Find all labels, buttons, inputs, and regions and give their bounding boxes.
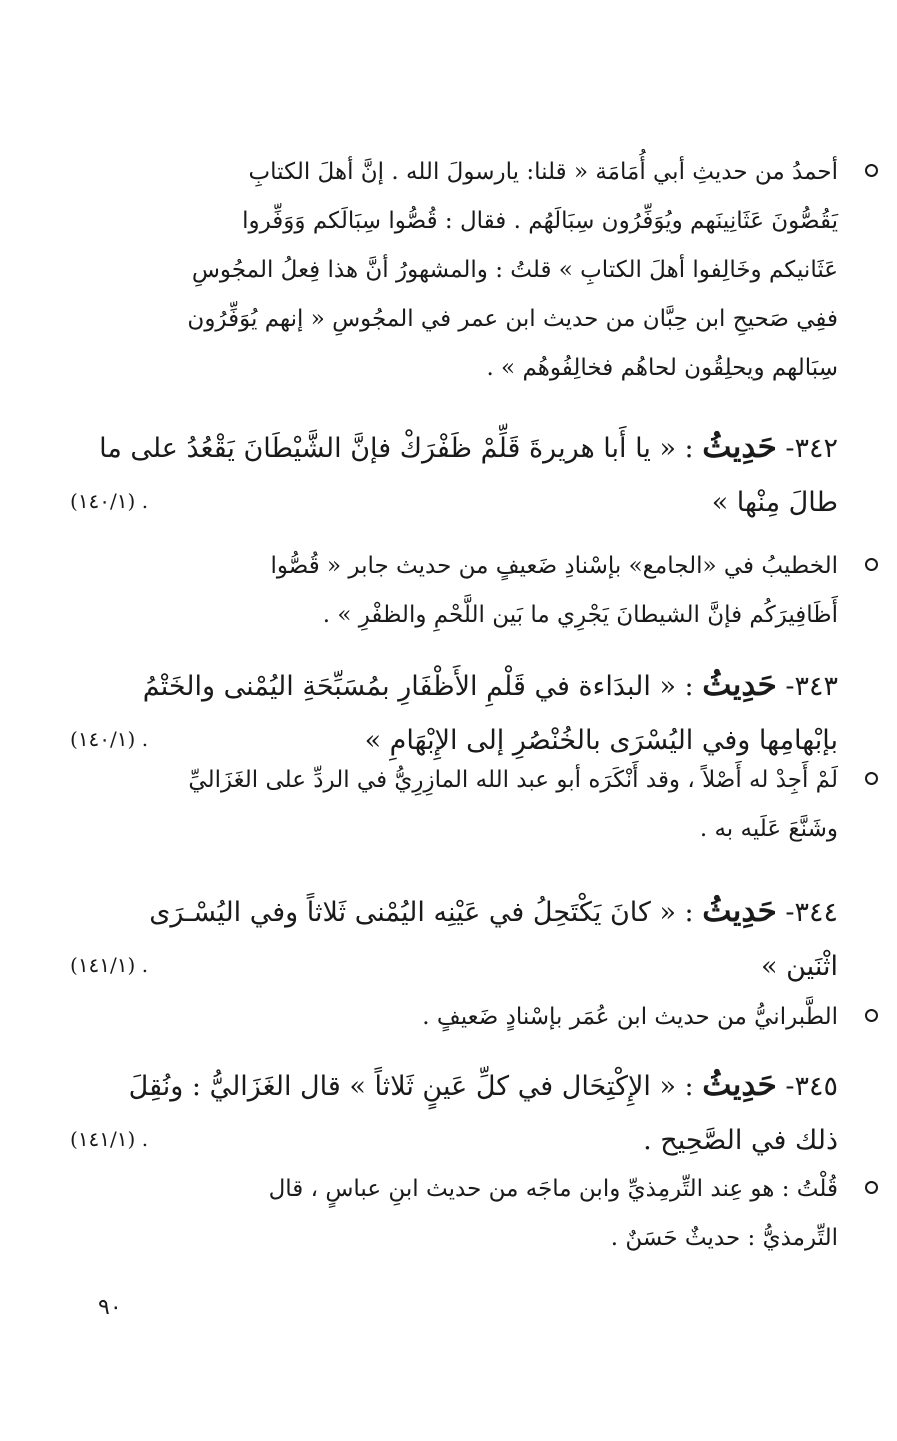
note-line: الخطيبُ في «الجامع» بإسْنادِ ضَعيفٍ من حديث جابر « قُصُّوا	[270, 553, 838, 579]
hadith-text-line: : « البدَاءة في قَلْمِ الأَظْفَارِ بمُسَبِّحَةِ اليُمْنى والخَتْمُ	[142, 671, 694, 702]
note-line: عَثَانيكم وخَالِفوا أهلَ الكتابِ » قلتُ : والمشهورُ أنَّ هذا فِعلُ المجُوسِ	[191, 257, 838, 283]
hadith-text-line: بإبْهامِها وفي اليُسْرَى بالخُنْصُرِ إلى الإِبْهَامِ »	[364, 725, 838, 756]
hadith-number: ٣٤٥-	[785, 1071, 838, 1102]
hadith-number: ٣٤٣-	[785, 671, 838, 702]
note-paragraph	[68, 1165, 878, 1263]
note-paragraph	[68, 993, 878, 1042]
hadith-heading	[68, 884, 838, 994]
note-line: ففِي صَحيحِ ابن حِبَّان من حديث ابن عمر في المجُوسِ « إنهم يُوَفِّرُون	[187, 306, 838, 332]
hadith-keyword: حَدِيثُ	[702, 893, 777, 929]
page-number: ٩٠	[98, 1295, 122, 1320]
hadith-heading	[68, 420, 838, 530]
source-reference: (١٤٠/١) .	[70, 489, 149, 513]
source-reference: (١٤٠/١) .	[70, 727, 149, 751]
note-line: الطَّبرانيُّ من حديث ابن عُمَر بإسْنادٍ ضَعيفٍ .	[422, 1004, 838, 1030]
hadith-text-line: اثْنَين »	[761, 951, 838, 982]
circle-bullet-icon	[865, 772, 878, 785]
note-paragraph	[68, 542, 878, 640]
hadith-heading	[68, 1058, 838, 1168]
note-line: أحمدُ من حديثِ أبي أُمَامَة « قلنا: يارسولَ الله . إنَّ أهلَ الكتابِ	[248, 159, 838, 185]
circle-bullet-icon	[865, 1181, 878, 1194]
hadith-text-line: ذلك في الصَّحِيح .	[643, 1125, 838, 1156]
hadith-keyword: حَدِيثُ	[702, 429, 777, 465]
note-line: التِّرمذيُّ : حديثٌ حَسَنٌ .	[610, 1225, 838, 1251]
note-line: يَقُصُّونَ عَثَانِينَهم ويُوَفِّرُون سِبَالَهُم . فقال : قُصُّوا سِبَالَكم وَوَفِّروا	[242, 208, 838, 234]
hadith-number: ٣٤٤-	[785, 897, 838, 928]
note-line: وشَنَّعَ عَلَيه به .	[699, 816, 838, 842]
hadith-number: ٣٤٢-	[785, 433, 838, 464]
source-reference: (١٤١/١) .	[70, 953, 149, 977]
note-line: سِبَالهم ويحلِقُون لحاهُم فخالِفُوهُم » .	[486, 355, 838, 381]
circle-bullet-icon	[865, 164, 878, 177]
hadith-keyword: حَدِيثُ	[702, 667, 777, 703]
note-paragraph	[68, 148, 878, 393]
hadith-text-line: : « يا أَبا هريرةَ قَلِّمْ ظَفْرَكْ فإنَّ الشَّيْطَانَ يَقْعُدُ على ما	[99, 433, 694, 464]
hadith-text-line: طالَ مِنْها »	[711, 487, 838, 518]
note-line: أَظَافِيرَكُم فإنَّ الشيطانَ يَجْرِي ما بَين اللَّحْمِ والظفْرِ » .	[322, 602, 838, 628]
hadith-heading	[68, 658, 838, 768]
hadith-text-line: : « الإِكْتِحَال في كلِّ عَينٍ ثَلاثاً » قال الغَزَاليُّ : ونُقِلَ	[128, 1071, 694, 1102]
note-line: لَمْ أَجِدْ له أَصْلاً ، وقد أَنْكَرَه أبو عبد الله المازِرِيُّ في الردِّ على الغَزَاليِّ	[188, 767, 838, 793]
source-reference: (١٤١/١) .	[70, 1127, 149, 1151]
circle-bullet-icon	[865, 558, 878, 571]
hadith-text-line: : « كانَ يَكْتَحِلُ في عَيْنِه اليُمْنى ثَلاثاً وفي اليُسْـرَى	[149, 897, 694, 928]
note-line: قُلْتُ : هو عِند التِّرمِذيِّ وابن ماجَه من حديث ابنِ عباسٍ ، قال	[268, 1176, 838, 1202]
circle-bullet-icon	[865, 1009, 878, 1022]
note-paragraph	[68, 756, 878, 854]
hadith-keyword: حَدِيثُ	[702, 1067, 777, 1103]
